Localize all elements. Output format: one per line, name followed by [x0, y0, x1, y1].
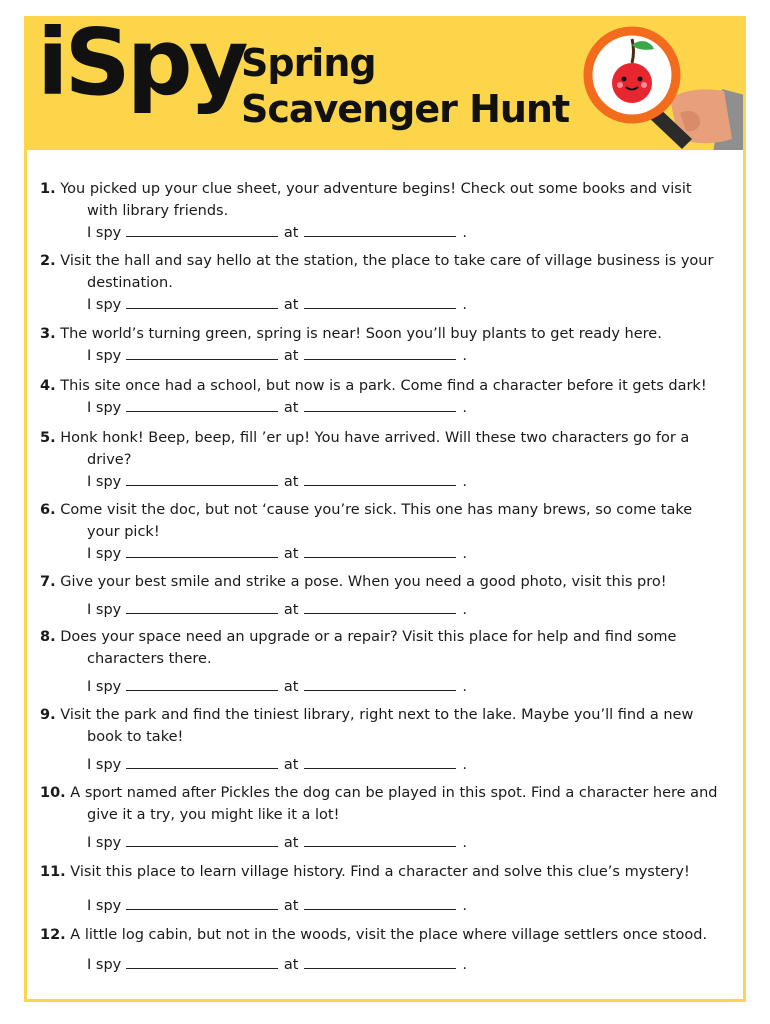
answer-line — [27, 599, 743, 621]
answer-blank-character[interactable] — [126, 754, 278, 769]
answer-at: at — [283, 400, 299, 416]
clue-number: 2. — [40, 253, 56, 269]
answer-blank-character[interactable] — [126, 345, 278, 360]
clue-text: Come visit the doc, but not ‘cause you’re sick. This one has many brews, so come take your pick! — [60, 502, 693, 540]
answer-line — [27, 345, 743, 367]
answer-prefix: I spy — [87, 757, 122, 773]
answer-prefix: I spy — [87, 297, 122, 313]
answer-blank-location[interactable] — [304, 397, 456, 412]
answer-blank-location[interactable] — [304, 599, 456, 614]
answer-line — [27, 222, 743, 244]
answer-suffix: . — [462, 835, 468, 851]
answer-at: at — [283, 348, 299, 364]
answer-at: at — [283, 679, 299, 695]
answer-at: at — [283, 898, 299, 914]
clue-text: A little log cabin, but not in the woods, visit the place where village settlers once stood. — [70, 927, 708, 943]
answer-suffix: . — [462, 474, 468, 490]
answer-blank-character[interactable] — [126, 294, 278, 309]
answer-blank-location[interactable] — [304, 471, 456, 486]
answer-at: at — [283, 225, 299, 241]
answer-prefix: I spy — [87, 602, 122, 618]
answer-blank-character[interactable] — [126, 676, 278, 691]
answer-prefix: I spy — [87, 400, 122, 416]
answer-suffix: . — [462, 679, 468, 695]
clue-item-1 — [27, 178, 743, 244]
clue-item-5 — [27, 427, 743, 493]
answer-prefix: I spy — [87, 474, 122, 490]
answer-prefix: I spy — [87, 225, 122, 241]
clue-item-7 — [27, 571, 743, 621]
answer-at: at — [283, 957, 299, 973]
answer-at: at — [283, 835, 299, 851]
answer-suffix: . — [462, 757, 468, 773]
clue-number: 9. — [40, 707, 56, 723]
answer-blank-character[interactable] — [126, 397, 278, 412]
answer-line — [27, 832, 743, 854]
answer-suffix: . — [462, 546, 468, 562]
clue-number: 3. — [40, 326, 56, 342]
clue-item-11 — [27, 861, 743, 917]
answer-line — [27, 294, 743, 316]
answer-blank-character[interactable] — [126, 543, 278, 558]
answer-prefix: I spy — [87, 957, 122, 973]
clue-item-9 — [27, 704, 743, 776]
answer-blank-location[interactable] — [304, 294, 456, 309]
clue-text: Visit the hall and say hello at the station, the place to take care of village business is your destination. — [60, 253, 714, 291]
clue-number: 10. — [40, 785, 66, 801]
ispy-logo: iSpy — [37, 19, 245, 116]
clue-text: Honk honk! Beep, beep, fill ’er up! You have arrived. Will these two characters go for a drive? — [60, 430, 690, 468]
clue-number: 6. — [40, 502, 56, 518]
answer-prefix: I spy — [87, 898, 122, 914]
clue-text: Visit this place to learn village history. Find a character and solve this clue’s mystery! — [70, 864, 690, 880]
title-line-1: Spring — [241, 41, 376, 85]
header-banner — [27, 19, 743, 150]
answer-blank-location[interactable] — [304, 832, 456, 847]
answer-blank-location[interactable] — [304, 954, 456, 969]
answer-blank-location[interactable] — [304, 222, 456, 237]
answer-prefix: I spy — [87, 546, 122, 562]
clue-item-2 — [27, 250, 743, 316]
answer-at: at — [283, 757, 299, 773]
answer-suffix: . — [462, 348, 468, 364]
answer-blank-character[interactable] — [126, 832, 278, 847]
clue-number: 1. — [40, 181, 56, 197]
answer-suffix: . — [462, 602, 468, 618]
clue-text: Give your best smile and strike a pose. When you need a good photo, visit this pro! — [60, 574, 667, 590]
answer-line — [27, 676, 743, 698]
worksheet-page — [24, 16, 746, 1002]
clue-number: 12. — [40, 927, 66, 943]
answer-suffix: . — [462, 297, 468, 313]
answer-suffix: . — [462, 225, 468, 241]
clue-text: The world’s turning green, spring is near! Soon you’ll buy plants to get ready here. — [60, 326, 662, 342]
answer-prefix: I spy — [87, 835, 122, 851]
clue-number: 5. — [40, 430, 56, 446]
answer-blank-location[interactable] — [304, 754, 456, 769]
answer-blank-character[interactable] — [126, 599, 278, 614]
answer-blank-character[interactable] — [126, 895, 278, 910]
answer-line — [27, 471, 743, 493]
answer-line — [27, 397, 743, 419]
clue-text: Visit the park and find the tiniest library, right next to the lake. Maybe you’ll find a new book to take! — [60, 707, 694, 745]
answer-at: at — [283, 546, 299, 562]
answer-line — [27, 895, 743, 917]
answer-blank-location[interactable] — [304, 345, 456, 360]
answer-blank-character[interactable] — [126, 471, 278, 486]
answer-at: at — [283, 297, 299, 313]
clue-item-6 — [27, 499, 743, 565]
clue-number: 11. — [40, 864, 66, 880]
clue-item-3 — [27, 323, 743, 367]
answer-blank-character[interactable] — [126, 222, 278, 237]
clue-item-12 — [27, 924, 743, 976]
answer-prefix: I spy — [87, 348, 122, 364]
answer-line — [27, 954, 743, 976]
answer-blank-character[interactable] — [126, 954, 278, 969]
clue-item-4 — [27, 375, 743, 419]
answer-suffix: . — [462, 400, 468, 416]
clue-number: 4. — [40, 378, 56, 394]
answer-line — [27, 543, 743, 565]
clue-item-10 — [27, 782, 743, 854]
clue-number: 8. — [40, 629, 56, 645]
answer-suffix: . — [462, 898, 468, 914]
clue-text: Does your space need an upgrade or a repair? Visit this place for help and find some characters there. — [60, 629, 677, 667]
answer-suffix: . — [462, 957, 468, 973]
answer-blank-location[interactable] — [304, 895, 456, 910]
answer-blank-location[interactable] — [304, 543, 456, 558]
clue-item-8 — [27, 626, 743, 698]
answer-at: at — [283, 602, 299, 618]
clue-text: You picked up your clue sheet, your adventure begins! Check out some books and visit with library friends. — [60, 181, 692, 219]
clue-number: 7. — [40, 574, 56, 590]
magnifying-glass-cherry-icon — [572, 21, 743, 150]
answer-line — [27, 754, 743, 776]
clue-text: A sport named after Pickles the dog can be played in this spot. Find a character here and give it a try, you might like it a lot! — [70, 785, 718, 823]
answer-prefix: I spy — [87, 679, 122, 695]
clue-text: This site once had a school, but now is a park. Come find a character before it gets dark! — [60, 378, 707, 394]
answer-blank-location[interactable] — [304, 676, 456, 691]
answer-at: at — [283, 474, 299, 490]
title-line-2: Scavenger Hunt — [241, 87, 570, 131]
